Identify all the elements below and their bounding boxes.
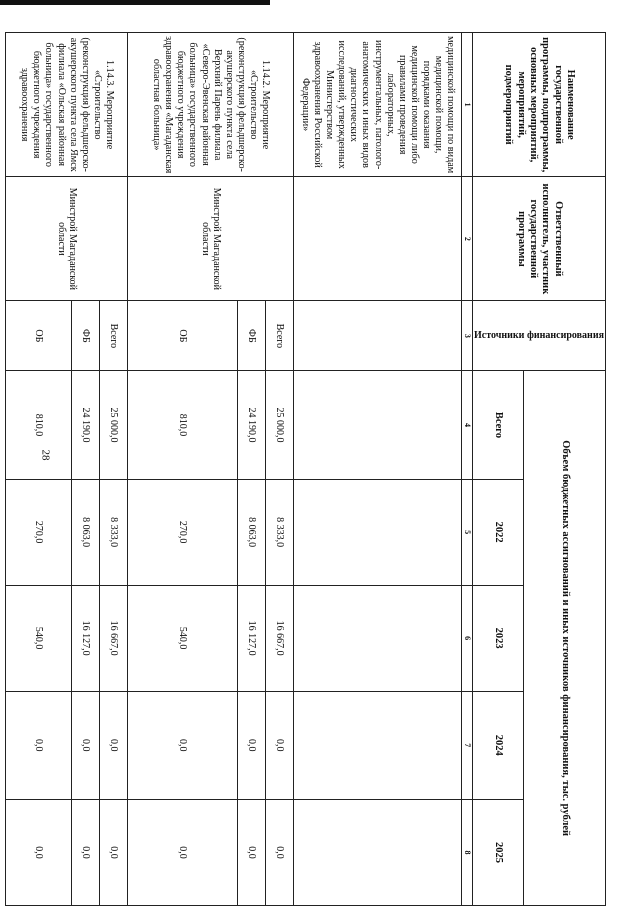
value-2022: 8 063,0 — [238, 479, 266, 585]
page-number: 28 — [39, 449, 52, 461]
header-source — [473, 301, 606, 371]
value-2022: 8 333,0 — [266, 479, 294, 585]
value-2024: 0,0 — [128, 691, 238, 799]
value-2022: 270,0 — [128, 479, 238, 585]
source-cell: Всего — [100, 301, 128, 371]
value-total: 24 190,0 — [238, 371, 266, 479]
continued-text: медицинской помощи по видам медицинской помощи, порядками оказания медицинской помощи либо правилами проведения лабораторных, инструментальных, патолого-анатомических и иных видов диагностических исследований, утвержденных Министерством здравоохранения Российской Федерации» — [294, 33, 462, 177]
index-cell: 3 — [462, 301, 473, 371]
value-2025: 0,0 — [6, 799, 72, 905]
header-source-text: Источники финансирования — [474, 329, 604, 341]
measure-name: 1.14.2. Мероприятие «Строительство (реконструкция) фельдшерско-акушерского пункта села Верхний Парень филиала «Северо-Эвенская районная больница» государственного бюджетного учреждения здравоохранения «Магаданская областная больница» — [128, 33, 294, 177]
value-2024: 0,0 — [238, 691, 266, 799]
value-2023: 16 667,0 — [100, 585, 128, 691]
value-2022: 8 333,0 — [100, 479, 128, 585]
value-2025: 0,0 — [72, 799, 100, 905]
header-year-2022: 2022 — [473, 479, 524, 585]
value-2024: 0,0 — [100, 691, 128, 799]
index-cell: 5 — [462, 479, 473, 585]
measure-executor: Минстрой Магаданской области — [6, 177, 128, 301]
value-2023: 540,0 — [6, 585, 72, 691]
value-2024: 0,0 — [266, 691, 294, 799]
top-rule — [0, 0, 270, 5]
header-year-total: Всего — [473, 371, 524, 479]
value-2022: 270,0 — [6, 479, 72, 585]
value-2023: 16 667,0 — [266, 585, 294, 691]
index-cell: 6 — [462, 585, 473, 691]
measure-executor: Минстрой Магаданской области — [128, 177, 294, 301]
source-cell: Всего — [266, 301, 294, 371]
value-2022: 8 063,0 — [72, 479, 100, 585]
header-year-2025: 2025 — [473, 799, 524, 905]
value-2023: 16 127,0 — [72, 585, 100, 691]
value-2025: 0,0 — [266, 799, 294, 905]
index-cell: 1 — [462, 33, 473, 177]
table-row — [100, 33, 128, 906]
index-cell: 2 — [462, 177, 473, 301]
index-cell: 7 — [462, 691, 473, 799]
value-2025: 0,0 — [128, 799, 238, 905]
budget-table — [5, 32, 606, 906]
continued-row — [294, 33, 462, 906]
value-2024: 0,0 — [6, 691, 72, 799]
index-cell: 8 — [462, 799, 473, 905]
value-2023: 540,0 — [128, 585, 238, 691]
source-cell: ФБ — [238, 301, 266, 371]
source-cell: ОБ — [6, 301, 72, 371]
value-total: 25 000,0 — [100, 371, 128, 479]
source-cell: ФБ — [72, 301, 100, 371]
value-2023: 16 127,0 — [238, 585, 266, 691]
value-2024: 0,0 — [72, 691, 100, 799]
table-row — [266, 33, 294, 906]
value-2025: 0,0 — [100, 799, 128, 905]
index-row — [462, 33, 473, 906]
header-executor: Ответственный исполнитель, участник государственной программы — [473, 177, 606, 301]
value-total: 25 000,0 — [266, 371, 294, 479]
value-2025: 0,0 — [238, 799, 266, 905]
header-budget: Объем бюджетных ассигнований и иных источников финансирования, тыс. рублей — [523, 371, 605, 906]
value-total: 24 190,0 — [72, 371, 100, 479]
source-cell: ОБ — [128, 301, 238, 371]
index-cell: 4 — [462, 371, 473, 479]
measure-name: 1.14.3. Мероприятие «Строительство (реконструкция) фельдшерско-акушерского пункта села Ямск филиала «Ольская районная больница» государственного бюджетного учреждения здравоохранения — [6, 33, 128, 177]
value-total: 810,0 — [6, 371, 72, 479]
header-year-2024: 2024 — [473, 691, 524, 799]
header-name: Наименование государственной программы, подпрограммы, основных мероприятий, мероприятий, подмероприятий — [473, 33, 606, 177]
value-total: 810,0 — [128, 371, 238, 479]
header-year-2023: 2023 — [473, 585, 524, 691]
